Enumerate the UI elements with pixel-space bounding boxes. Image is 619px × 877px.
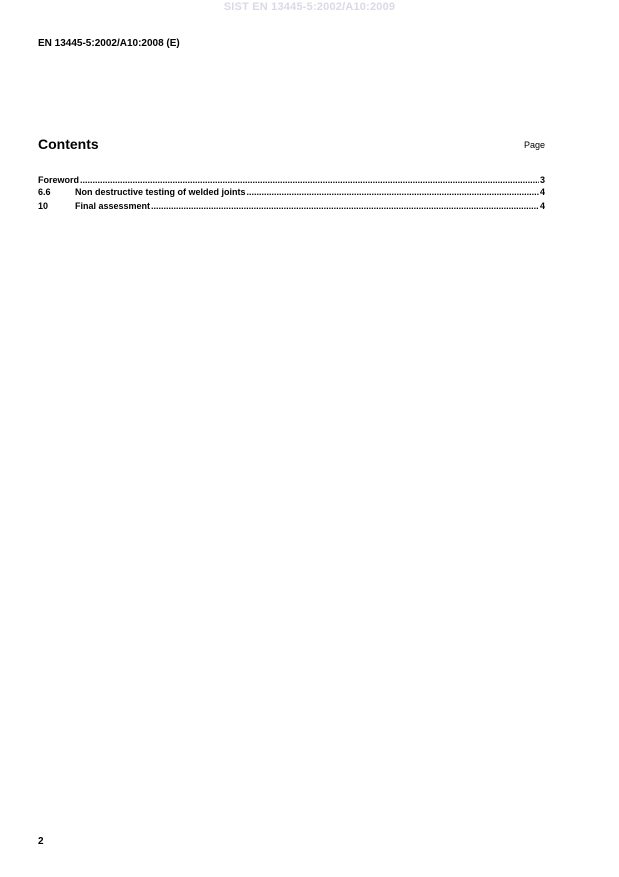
toc-entry-10[interactable] [38,200,545,212]
toc-entry-title: Foreword [38,175,80,185]
toc-entry-title: Non destructive testing of welded joints [75,187,246,197]
toc-entry-page: 3 [539,175,545,185]
toc-dot-leader [80,174,539,186]
toc-entry-page: 4 [539,201,545,211]
toc-entry-page: 4 [539,187,545,197]
document-identifier: EN 13445-5:2002/A10:2008 (E) [38,38,180,49]
toc-entry-number: 6.6 [38,187,51,197]
toc-entry-6-6[interactable] [38,186,545,198]
page-number: 2 [38,836,44,847]
toc-dot-leader [247,186,539,198]
page-column-label: Page [523,140,545,150]
toc-entry-foreword[interactable] [38,174,545,186]
watermark: SIST EN 13445-5:2002/A10:2009 [223,1,396,13]
contents-heading: Contents [38,136,99,152]
toc-dot-leader [151,200,539,212]
toc-entry-title: Final assessment [75,201,151,211]
toc-entry-number: 10 [38,201,49,211]
table-of-contents [38,174,545,212]
